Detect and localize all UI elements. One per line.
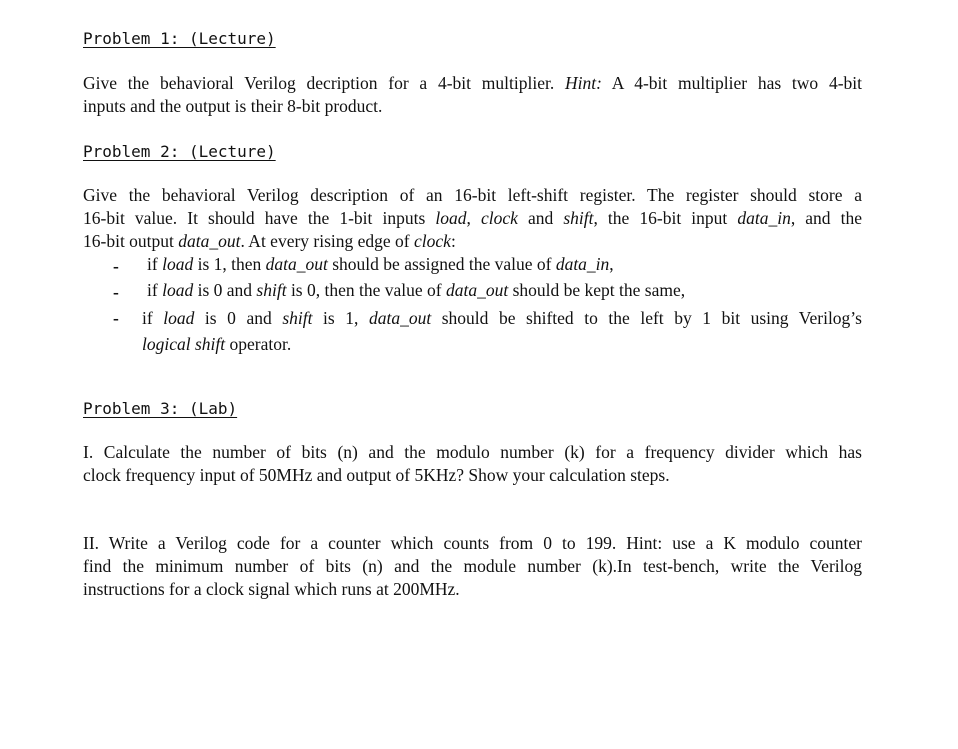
italic-term: clock — [480, 208, 518, 228]
italic-term: data_in — [555, 254, 610, 274]
italic-term: data_out — [178, 231, 241, 251]
problem-1-text — [83, 72, 862, 118]
italic-term: load — [162, 254, 194, 274]
italic-term: load — [162, 280, 194, 300]
italic-term: data_out — [445, 280, 509, 300]
text-line: find the minimum number of bits (n) and the module number (k).In test-bench, write the Verilog — [83, 556, 862, 576]
problem-2-heading: Problem 2: (Lecture) — [83, 142, 276, 161]
text-line: Give the behavioral Verilog decription for a 4-bit multiplier. Hint: A 4-bit multiplier has two 4-bit — [83, 73, 862, 93]
text-line: instructions for a clock signal which runs at 200MHz. — [83, 579, 460, 599]
italic-term: clock — [414, 231, 451, 251]
bullet-dash: - — [113, 308, 119, 328]
bullet-item-load-0-shift-0 — [147, 280, 685, 300]
italic-term: shift — [282, 308, 313, 328]
bullet-dash: - — [113, 282, 119, 302]
italic-term: Hint: — [565, 73, 602, 93]
problem-3-heading: Problem 3: (Lab) — [83, 399, 238, 418]
problem-3-part-2-text — [83, 532, 862, 601]
text-line: if load is 0 and shift is 1, data_out should be shifted to the left by 1 bit using Verilog’s — [142, 308, 862, 328]
italic-term: shift — [563, 208, 594, 228]
italic-term: logical shift — [142, 334, 226, 354]
italic-term: data_out — [368, 308, 432, 328]
text-line: clock frequency input of 50MHz and output of 5KHz? Show your calculation steps. — [83, 465, 670, 485]
text-line: 16-bit output data_out. At every rising edge of clock: — [83, 231, 456, 251]
text-line: if load is 1, then data_out should be assigned the value of data_in, — [147, 254, 614, 274]
text-line: Give the behavioral Verilog description of an 16-bit left-shift register. The register should store a — [83, 185, 862, 205]
bullet-item-load-0-shift-1 — [142, 305, 862, 357]
italic-term: load — [435, 208, 467, 228]
text-line: logical shift operator. — [142, 334, 292, 354]
problem-1-heading: Problem 1: (Lecture) — [83, 29, 276, 48]
text-line: II. Write a Verilog code for a counter which counts from 0 to 199. Hint: use a K modulo counter — [83, 533, 862, 553]
text-line: 16-bit value. It should have the 1-bit inputs load, clock and shift, the 16-bit input data_in, and the — [83, 208, 863, 228]
text-line: inputs and the output is their 8-bit product. — [83, 96, 383, 116]
problem-3-part-1-text — [83, 441, 862, 487]
problem-2-text — [83, 184, 862, 253]
italic-term: data_out — [265, 254, 328, 274]
italic-term: data_in — [737, 208, 791, 228]
text-line: I. Calculate the number of bits (n) and the modulo number (k) for a frequency divider which has — [83, 442, 862, 462]
bullet-dash: - — [113, 256, 119, 276]
bullet-item-load-1 — [147, 254, 614, 274]
text-line: if load is 0 and shift is 0, then the value of data_out should be kept the same, — [147, 280, 686, 300]
italic-term: shift — [256, 280, 287, 300]
italic-term: load — [163, 308, 195, 328]
